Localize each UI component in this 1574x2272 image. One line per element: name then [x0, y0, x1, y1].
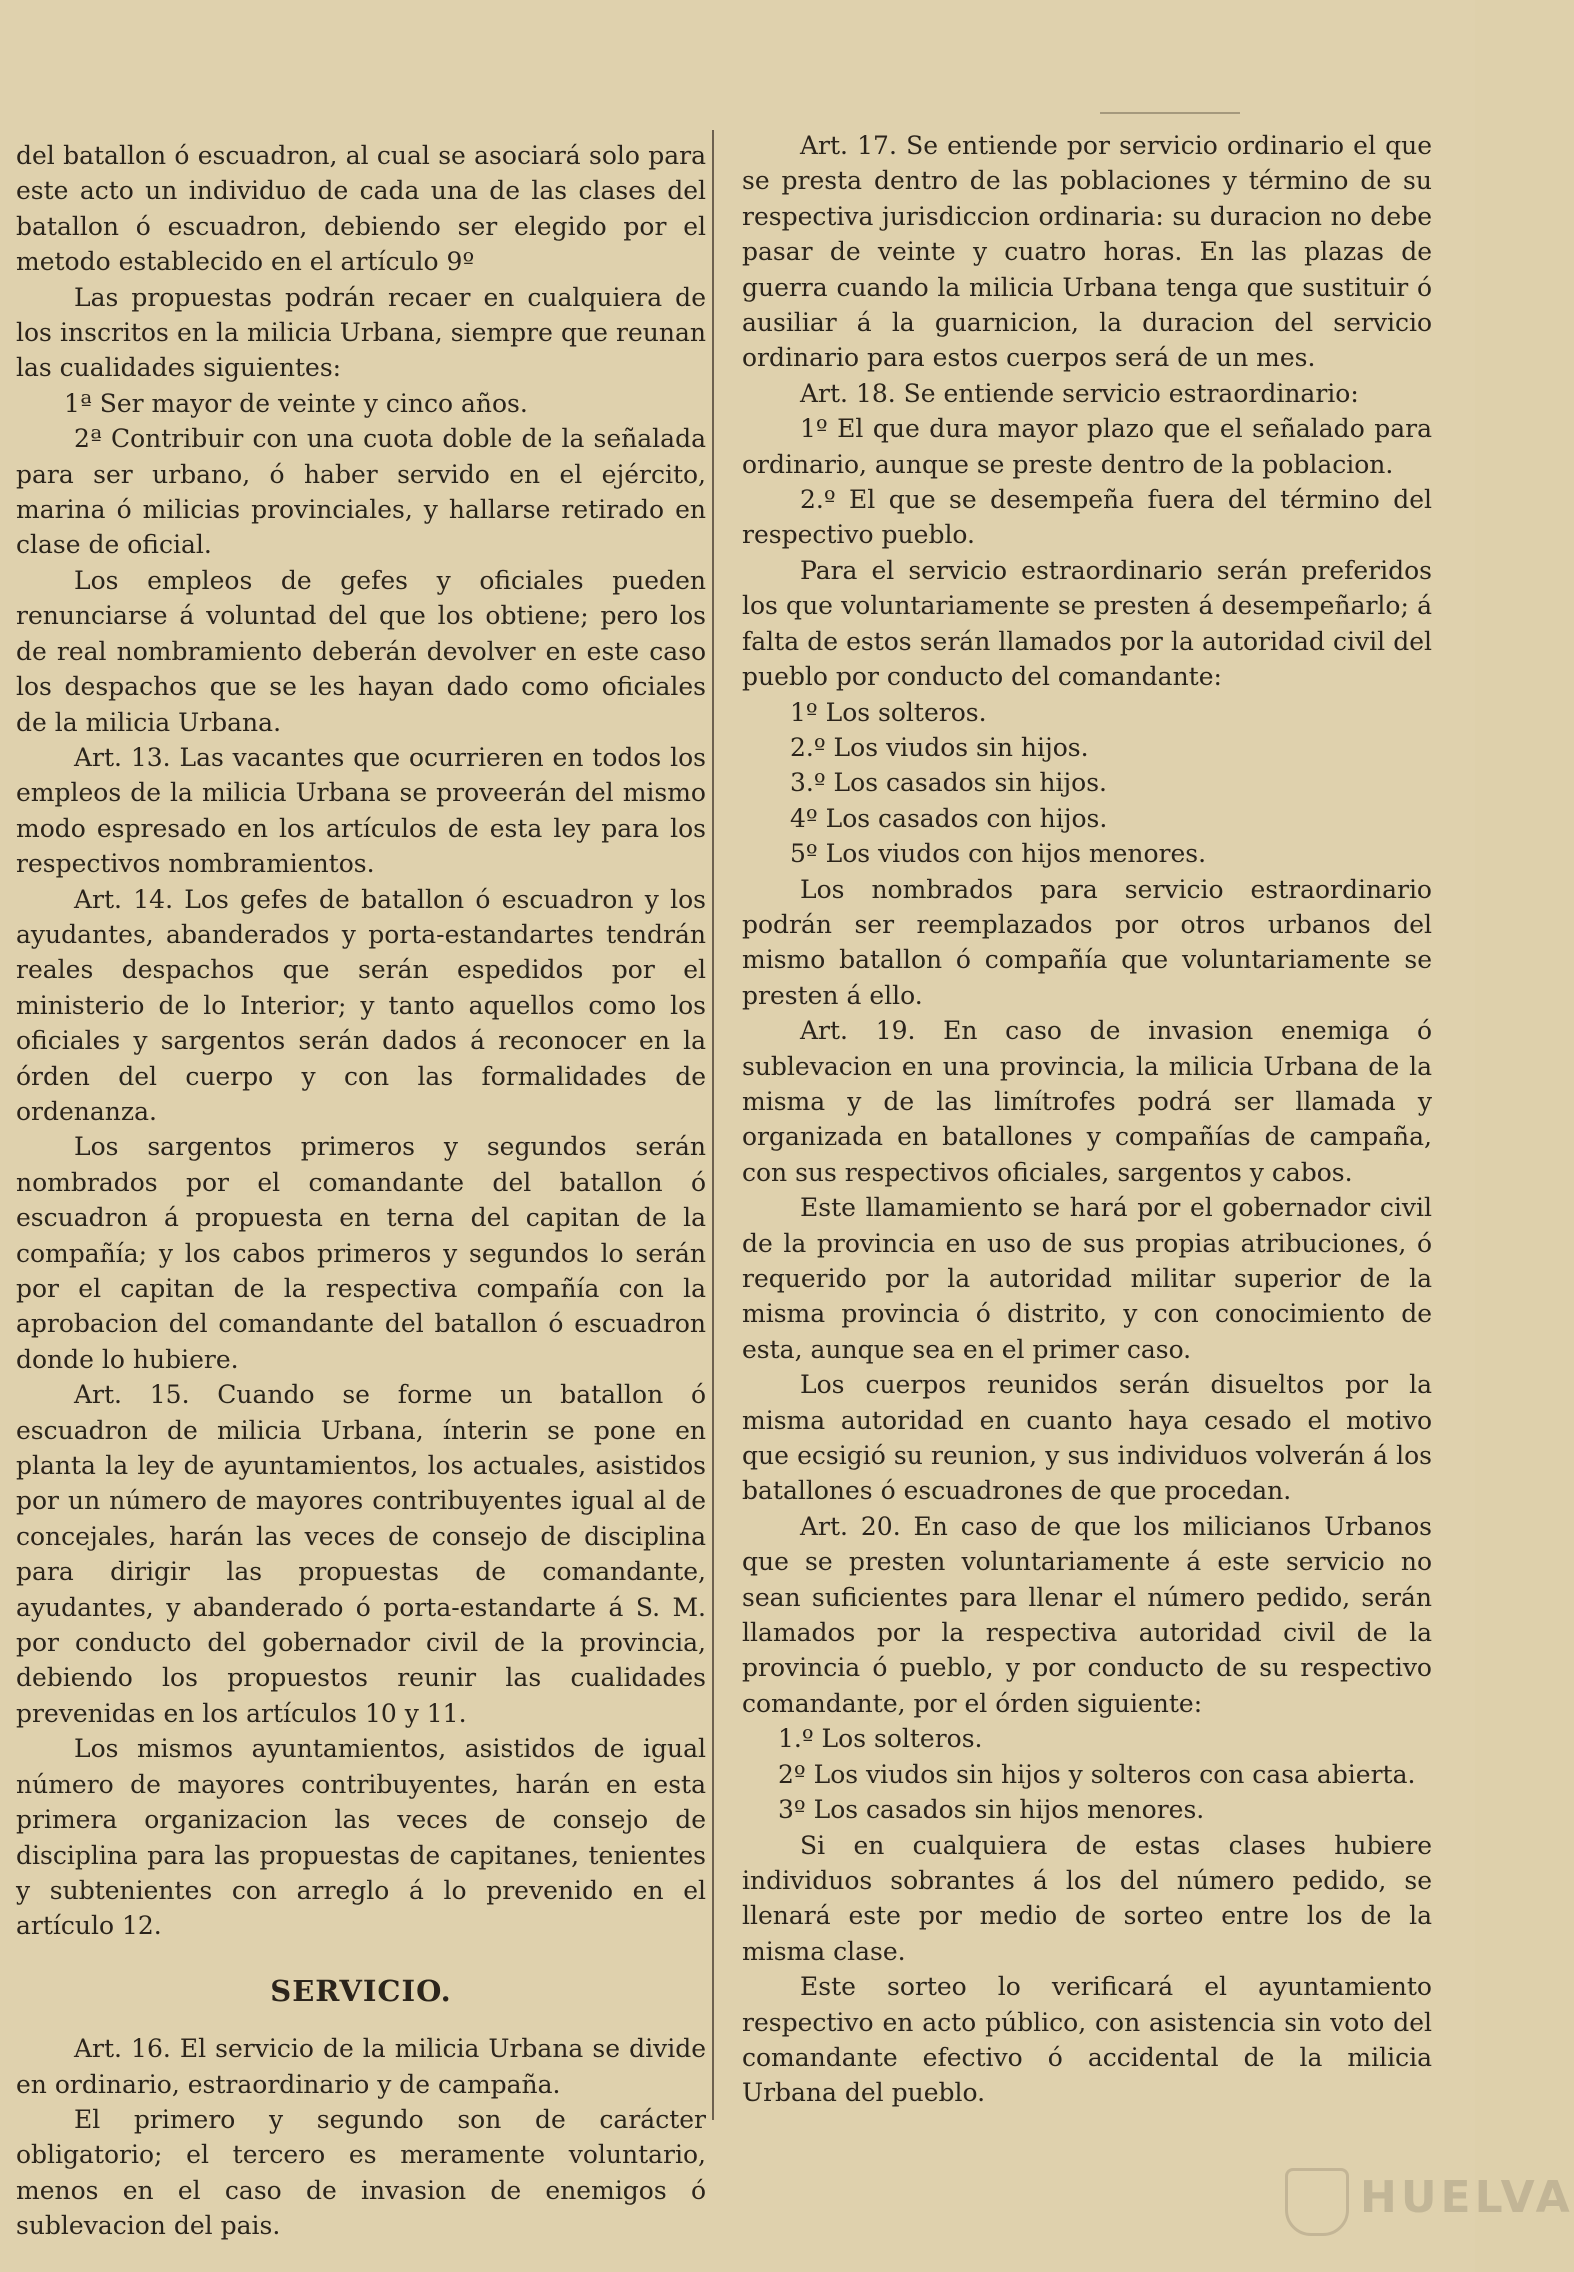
paragraph: El primero y segundo son de carácter obligatorio; el tercero es meramente voluntario, menos en el caso de invasion de enemigos ó sublevacion del pais.: [16, 2104, 706, 2241]
list-item: 1ª Ser mayor de veinte y cinco años.: [64, 388, 528, 418]
list-item: 5º Los viudos con hijos menores.: [790, 839, 1207, 869]
article-20: Art. 20. En caso de que los milicianos Urbanos que se presten voluntariamente á este servicio no sean suficientes para llenar el número pedido, serán llamados por la respectiva autoridad civil de la provincia ó pueblo, y por conducto de su respectivo comandante, por el órden siguiente:: [742, 1511, 1432, 1718]
paragraph: Las propuestas podrán recaer en cualquiera de los inscritos en la milicia Urbana, siempre que reunan las cualidades siguientes:: [16, 282, 706, 383]
article-14: Art. 14. Los gefes de batallon ó escuadron y los ayudantes, abanderados y porta-estandartes tendrán reales despachos que serán espedidos por el ministerio de lo Interior; y tanto aquellos como los oficiales y sargentos serán dados á reconocer en la órden del cuerpo y con las formalidades de ordenanza.: [16, 884, 706, 1126]
list-item: 4º Los casados con hijos.: [790, 803, 1108, 833]
list-item: 2.º Los viudos sin hijos.: [790, 732, 1089, 762]
paragraph: Los empleos de gefes y oficiales pueden renunciarse á voluntad del que los obtiene; pero los de real nombramiento deberán devolver en este caso los despachos que se les hayan dado como oficiales de la milicia Urbana.: [16, 565, 706, 737]
paragraph: Los nombrados para servicio estraordinario podrán ser reemplazados por otros urbanos del mismo batallon ó compañía que voluntariamente se presten á ello.: [742, 874, 1432, 1010]
article-13: Art. 13. Las vacantes que ocurrieren en todos los empleos de la milicia Urbana se proveerán del mismo modo espresado en los artículos de esta ley para los respectivos nombramientos.: [16, 742, 706, 879]
watermark: HUELVA: [1360, 2172, 1574, 2223]
list-item: 1º El que dura mayor plazo que el señalado para ordinario, aunque se preste dentro de la poblacion.: [742, 414, 1432, 479]
article-16: Art. 16. El servicio de la milicia Urbana se divide en ordinario, estraordinario y de campaña.: [16, 2034, 706, 2099]
article-15: Art. 15. Cuando se forme un batallon ó escuadron de milicia Urbana, ínterin se pone en planta la ley de ayuntamientos, los actuales, asistidos por un número de mayores contribuyentes igual al de concejales, harán las veces de consejo de disciplina para dirigir las propuestas de comandante, ayudantes, y abanderado ó porta-estandarte á S. M. por conducto del gobernador civil de la provincia, debiendo los propuestos reunir las cualidades prevenidas en los artículos 10 y 11.: [16, 1380, 706, 1728]
top-rule: [1100, 112, 1240, 114]
paragraph: Este sorteo lo verificará el ayuntamiento respectivo en acto público, con asistencia sin voto del comandante efectivo ó accidental de la milicia Urbana del pueblo.: [742, 1972, 1432, 2108]
list-item: 1º Los solteros.: [790, 697, 987, 727]
column-divider: [712, 130, 714, 2120]
list-item: 1.º Los solteros.: [778, 1724, 983, 1754]
paragraph: del batallon ó escuadron, al cual se asociará solo para este acto un individuo de cada una de las clases del batallon ó escuadron, debiendo ser elegido por el metodo establecido en el artículo 9º: [16, 141, 706, 277]
list-item: 2.º El que se desempeña fuera del término del respectivo pueblo.: [742, 485, 1432, 550]
paragraph: Si en cualquiera de estas clases hubiere individuos sobrantes á los del número pedido, se llenará este por medio de sorteo entre los de la misma clase.: [742, 1830, 1432, 1966]
paragraph: Los mismos ayuntamientos, asistidos de igual número de mayores contribuyentes, harán en esta primera organizacion las veces de consejo de disciplina para las propuestas de capitanes, tenientes y subtenientes con arreglo á lo prevenido en el artículo 12.: [16, 1734, 706, 1941]
right-column: [742, 128, 1432, 2111]
paragraph: Los cuerpos reunidos serán disueltos por la misma autoridad en cuanto haya cesado el motivo que ecsigió su reunion, y sus individuos volverán á los batallones ó escuadrones de que procedan.: [742, 1370, 1432, 1506]
paragraph: Este llamamiento se hará por el gobernador civil de la provincia en uso de sus propias atribuciones, ó requerido por la autoridad militar superior de la misma provincia ó distrito, y con conocimiento de esta, aunque sea en el primer caso.: [742, 1193, 1432, 1364]
list-item: 3º Los casados sin hijos menores.: [778, 1795, 1205, 1825]
archive-seal-icon: [1285, 2168, 1349, 2236]
paragraph: Los sargentos primeros y segundos serán nombrados por el comandante del batallon ó escuadron á propuesta en terna del capitan de la compañía; y los cabos primeros y segundos lo serán por el capitan de la respectiva compañía con la aprobacion del comandante del batallon ó escuadron donde lo hubiere.: [16, 1132, 706, 1374]
section-heading: SERVICIO.: [270, 1973, 452, 2008]
paragraph: Para el servicio estraordinario serán preferidos los que voluntariamente se presten á desempeñarlo; á falta de estos serán llamados por la autoridad civil del pueblo por conducto del comandante:: [742, 555, 1432, 692]
left-column: [16, 138, 706, 2244]
list-item: 2º Los viudos sin hijos y solteros con casa abierta.: [778, 1759, 1416, 1789]
article-19: Art. 19. En caso de invasion enemiga ó sublevacion en una provincia, la milicia Urbana de la misma y de las limítrofes podrá ser llamada y organizada en batallones y compañías de campaña, con sus respectivos oficiales, sargentos y cabos.: [742, 1016, 1432, 1187]
article-17: Art. 17. Se entiende por servicio ordinario el que se presta dentro de las poblaciones y término de su respectiva jurisdiccion ordinaria: su duracion no debe pasar de veinte y cuatro horas. En las plazas de guerra cuando la milicia Urbana tenga que sustituir ó ausiliar á la guarnicion, la duracion del servicio ordinario para estos cuerpos será de un mes.: [742, 131, 1432, 373]
list-item: 2ª Contribuir con una cuota doble de la señalada para ser urbano, ó haber servido en el ejército, marina ó milicias provinciales, y hallarse retirado en clase de oficial.: [16, 424, 706, 560]
article-18: Art. 18. Se entiende servicio estraordinario:: [800, 378, 1359, 408]
list-item: 3.º Los casados sin hijos.: [790, 768, 1108, 798]
